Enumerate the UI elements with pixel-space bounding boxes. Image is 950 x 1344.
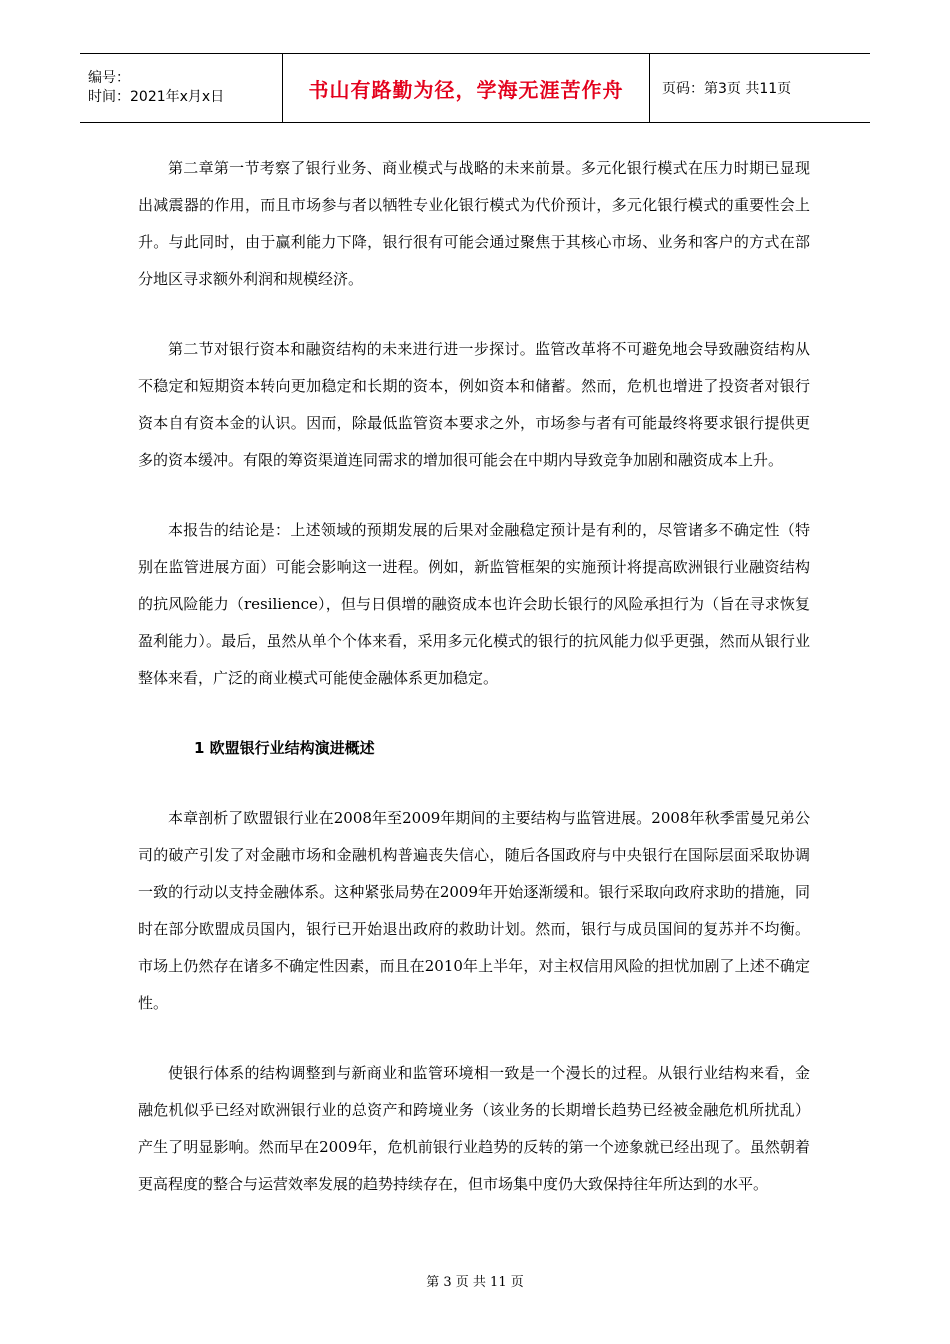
page-footer: 第 3 页 共 11 页 — [426, 1275, 524, 1290]
document-date-label: 时间：2021年x月x日 — [88, 89, 225, 105]
body-paragraph: 第二章第一节考察了银行业务、商业模式与战略的未来前景。多元化银行模式在压力时期已显现出减震器的作用，而且市场参与者以牺牲专业化银行模式为代价预计，多元化银行模式的重要性会上升。与此同时，由于赢利能力下降，银行很有可能会通过聚焦于其核心市场、业务和客户的方式在部分地区寻求额外利润和规模经济。 — [138, 159, 810, 288]
body-paragraph: 第二节对银行资本和融资结构的未来进行进一步探讨。监管改革将不可避免地会导致融资结构从不稳定和短期资本转向更加稳定和长期的资本，例如资本和储蓄。然而，危机也增进了投资者对银行资本自有资本金的认识。因而，除最低监管资本要求之外，市场参与者有可能最终将要求银行提供更多的资本缓冲。有限的筹资渠道连同需求的增加很可能会在中期内导致竞争加剧和融资成本上升。 — [138, 340, 810, 469]
header-motto-cell — [282, 54, 650, 122]
body-paragraph: 本章剖析了欧盟银行业在2008年至2009年期间的主要结构与监管进展。2008年秋季雷曼兄弟公司的破产引发了对金融市场和金融机构普遍丧失信心，随后各国政府与中央银行在国际层面采取协调一致的行动以支持金融体系。这种紧张局势在2009年开始逐渐缓和。银行采取向政府求助的措施，同时在部分欧盟成员国内，银行已开始退出政府的救助计划。然而，银行与成员国间的复苏并不均衡。市场上仍然存在诸多不确定性因素，而且在2010年上半年，对主权信用风险的担忧加剧了上述不确定性。 — [138, 809, 810, 1012]
header-page-info: 页码：第3页 共11页 — [662, 81, 792, 97]
body-paragraph: 使银行体系的结构调整到与新商业和监管环境相一致是一个漫长的过程。从银行业结构来看，金融危机似乎已经对欧洲银行业的总资产和跨境业务（该业务的长期增长趋势已经被金融危机所扰乱）产生了明显影响。然而早在2009年，危机前银行业趋势的反转的第一个迹象就已经出现了。虽然朝着更高程度的整合与运营效率发展的趋势持续存在，但市场集中度仍大致保持往年所达到的水平。 — [138, 1064, 810, 1193]
page-header — [80, 53, 870, 123]
document-number-label: 编号： — [88, 70, 130, 86]
header-meta — [80, 54, 282, 122]
section-heading: 1 欧盟银行业结构演进概述 — [194, 739, 375, 757]
document-body — [138, 150, 810, 1236]
header-page-cell — [650, 54, 870, 122]
body-paragraph: 本报告的结论是：上述领域的预期发展的后果对金融稳定预计是有利的，尽管诸多不确定性（特别在监管进展方面）可能会影响这一进程。例如，新监管框架的实施预计将提高欧洲银行业融资结构的抗风险能力（resilience），但与日俱增的融资成本也许会助长银行的风险承担行为（旨在寻求恢复盈利能力）。最后，虽然从单个个体来看，采用多元化模式的银行的抗风能力似乎更强，然而从银行业整体来看，广泛的商业模式可能使金融体系更加稳定。 — [138, 521, 810, 687]
header-motto: 书山有路勤为径，学海无涯苦作舟 — [308, 77, 624, 102]
